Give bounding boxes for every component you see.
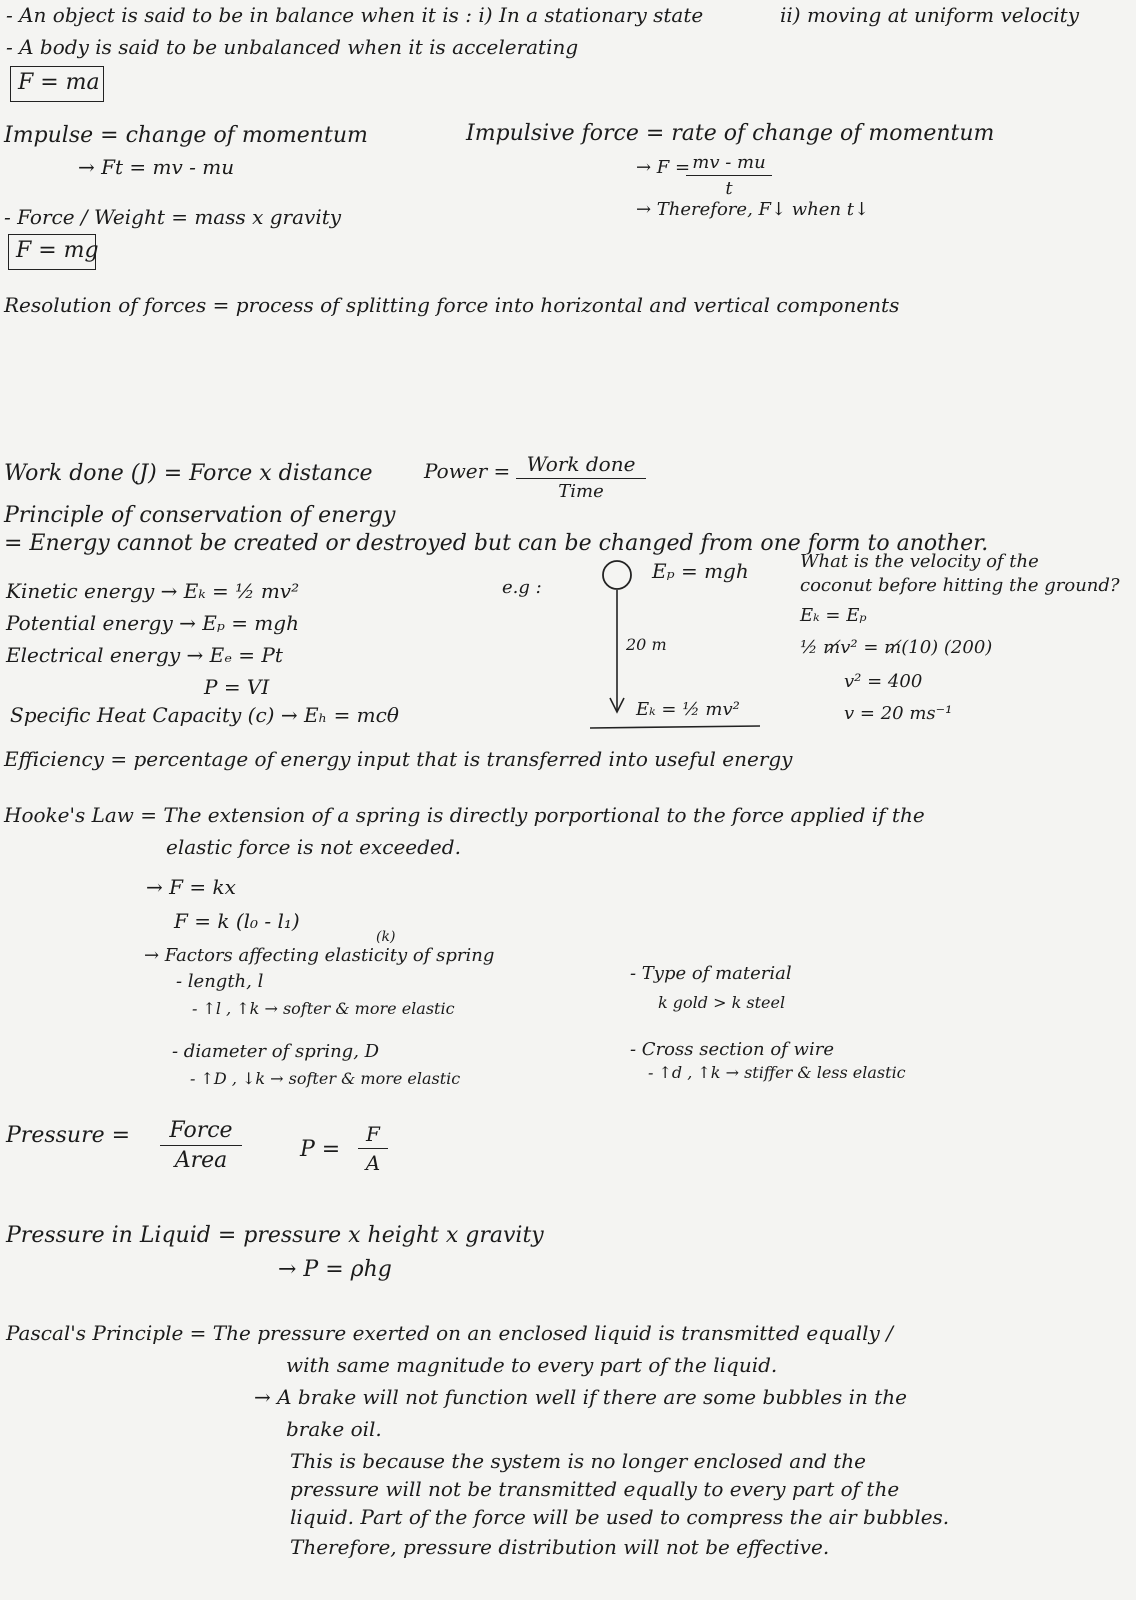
impulsive-force-def: Impulsive force = rate of change of momentum	[466, 121, 995, 146]
balance-ii: ii) moving at uniform velocity	[780, 3, 1080, 27]
f-mg: F = mg	[16, 238, 99, 263]
factors-k: (k)	[376, 929, 396, 945]
hooke-formula-2: F = k (l₀ - l₁)	[174, 909, 300, 933]
factor-cross-section: - Cross section of wire	[630, 1039, 834, 1060]
p-fraction	[358, 1122, 388, 1175]
pascal-line-4: brake oil.	[286, 1417, 382, 1441]
factor-length-effect: - ↑l , ↑k → softer & more elastic	[192, 999, 455, 1018]
impulse-formula: → Ft = mv - mu	[78, 155, 235, 179]
pressure-fraction	[160, 1118, 242, 1173]
liquid-pressure-formula: → P = ρhg	[278, 1257, 392, 1282]
impulsive-force-denominator: t	[725, 178, 733, 199]
pascal-line-8: Therefore, pressure distribution will not be effective.	[290, 1535, 830, 1559]
impulse-def: Impulse = change of momentum	[4, 123, 368, 148]
pascal-line-6: pressure will not be transmitted equally to every part of the	[290, 1477, 900, 1501]
impulsive-therefore: → Therefore, F↓ when t↓	[636, 199, 870, 220]
pascal-line-5: This is because the system is no longer enclosed and the	[290, 1449, 866, 1473]
p-numerator: F	[358, 1122, 388, 1149]
unbalanced-line: - A body is said to be unbalanced when it is accelerating	[6, 35, 579, 59]
hooke-formula-1: → F = kx	[146, 875, 236, 899]
example-label: e.g :	[502, 577, 542, 598]
conservation-def: = Energy cannot be created or destroyed but can be changed from one form to another.	[4, 531, 989, 556]
ground-line	[590, 726, 760, 728]
pressure-numerator: Force	[160, 1118, 242, 1146]
pascal-line-3: → A brake will not function well if there are some bubbles in the	[254, 1385, 908, 1409]
factor-diameter-effect: - ↑D , ↓k → softer & more elastic	[190, 1069, 461, 1088]
ek-label: Eₖ = ½ mv²	[636, 699, 740, 720]
work-done: Work done (J) = Force x distance	[4, 461, 373, 486]
power-fraction	[516, 452, 646, 502]
pascal-line-1: Pascal's Principle = The pressure exerted on an enclosed liquid is transmitted equally /	[6, 1321, 893, 1345]
pascal-line-2: with same magnitude to every part of the liquid.	[286, 1353, 778, 1377]
impulsive-force-numerator: mv - mu	[686, 152, 772, 176]
power-numerator: Work done	[516, 452, 646, 479]
ep-label: Eₚ = mgh	[652, 559, 749, 583]
coconut-step-2: v² = 400	[844, 671, 923, 692]
factor-material-effect: k gold > k steel	[658, 993, 786, 1012]
coconut-step-3: v = 20 ms⁻¹	[844, 703, 953, 724]
kinetic-energy: Kinetic energy → Eₖ = ½ mv²	[6, 579, 300, 603]
coconut-step-1: ½ m̸v² = m̸(10) (200)	[800, 637, 993, 658]
conservation-title: Principle of conservation of energy	[4, 503, 396, 528]
ek-equals-ep: Eₖ = Eₚ	[800, 605, 867, 626]
coconut-question-1: What is the velocity of the	[800, 551, 1039, 572]
height-label: 20 m	[626, 635, 667, 654]
power-prefix: Power =	[424, 459, 511, 483]
factor-cross-effect: - ↑d , ↑k → stiffer & less elastic	[648, 1063, 906, 1082]
coconut-circle	[603, 561, 631, 589]
coconut-question-2: coconut before hitting the ground?	[800, 575, 1120, 596]
specific-heat: Specific Heat Capacity (c) → Eₕ = mcθ	[10, 703, 399, 727]
pascal-line-7: liquid. Part of the force will be used to compress the air bubbles.	[290, 1505, 950, 1529]
factor-material: - Type of material	[630, 963, 792, 984]
p-denominator: A	[365, 1151, 381, 1175]
efficiency-def: Efficiency = percentage of energy input that is transferred into useful energy	[4, 747, 793, 771]
impulsive-force-prefix: → F =	[636, 157, 691, 178]
weight-def: - Force / Weight = mass x gravity	[4, 205, 342, 229]
pressure-prefix: Pressure =	[6, 1123, 131, 1148]
p-vi: P = VI	[204, 675, 270, 699]
impulsive-force-fraction	[686, 152, 772, 199]
hooke-line-1: Hooke's Law = The extension of a spring is directly porportional to the force applied if the	[4, 803, 925, 827]
power-denominator: Time	[558, 481, 604, 502]
electrical-energy: Electrical energy → Eₑ = Pt	[6, 643, 283, 667]
factors-heading: → Factors affecting elasticity of spring	[144, 945, 495, 966]
hooke-line-2: elastic force is not exceeded.	[166, 835, 461, 859]
pressure-denominator: Area	[174, 1148, 228, 1173]
factor-diameter: - diameter of spring, D	[172, 1041, 380, 1062]
factor-length: - length, l	[176, 971, 264, 992]
f-ma: F = ma	[18, 70, 100, 95]
resolution-def: Resolution of forces = process of splitting force into horizontal and vertical components	[4, 293, 900, 317]
potential-energy: Potential energy → Eₚ = mgh	[6, 611, 299, 635]
p-prefix: P =	[300, 1137, 341, 1162]
liquid-pressure-def: Pressure in Liquid = pressure x height x gravity	[6, 1223, 544, 1248]
balance-line: - An object is said to be in balance when it is : i) In a stationary state	[6, 3, 704, 27]
